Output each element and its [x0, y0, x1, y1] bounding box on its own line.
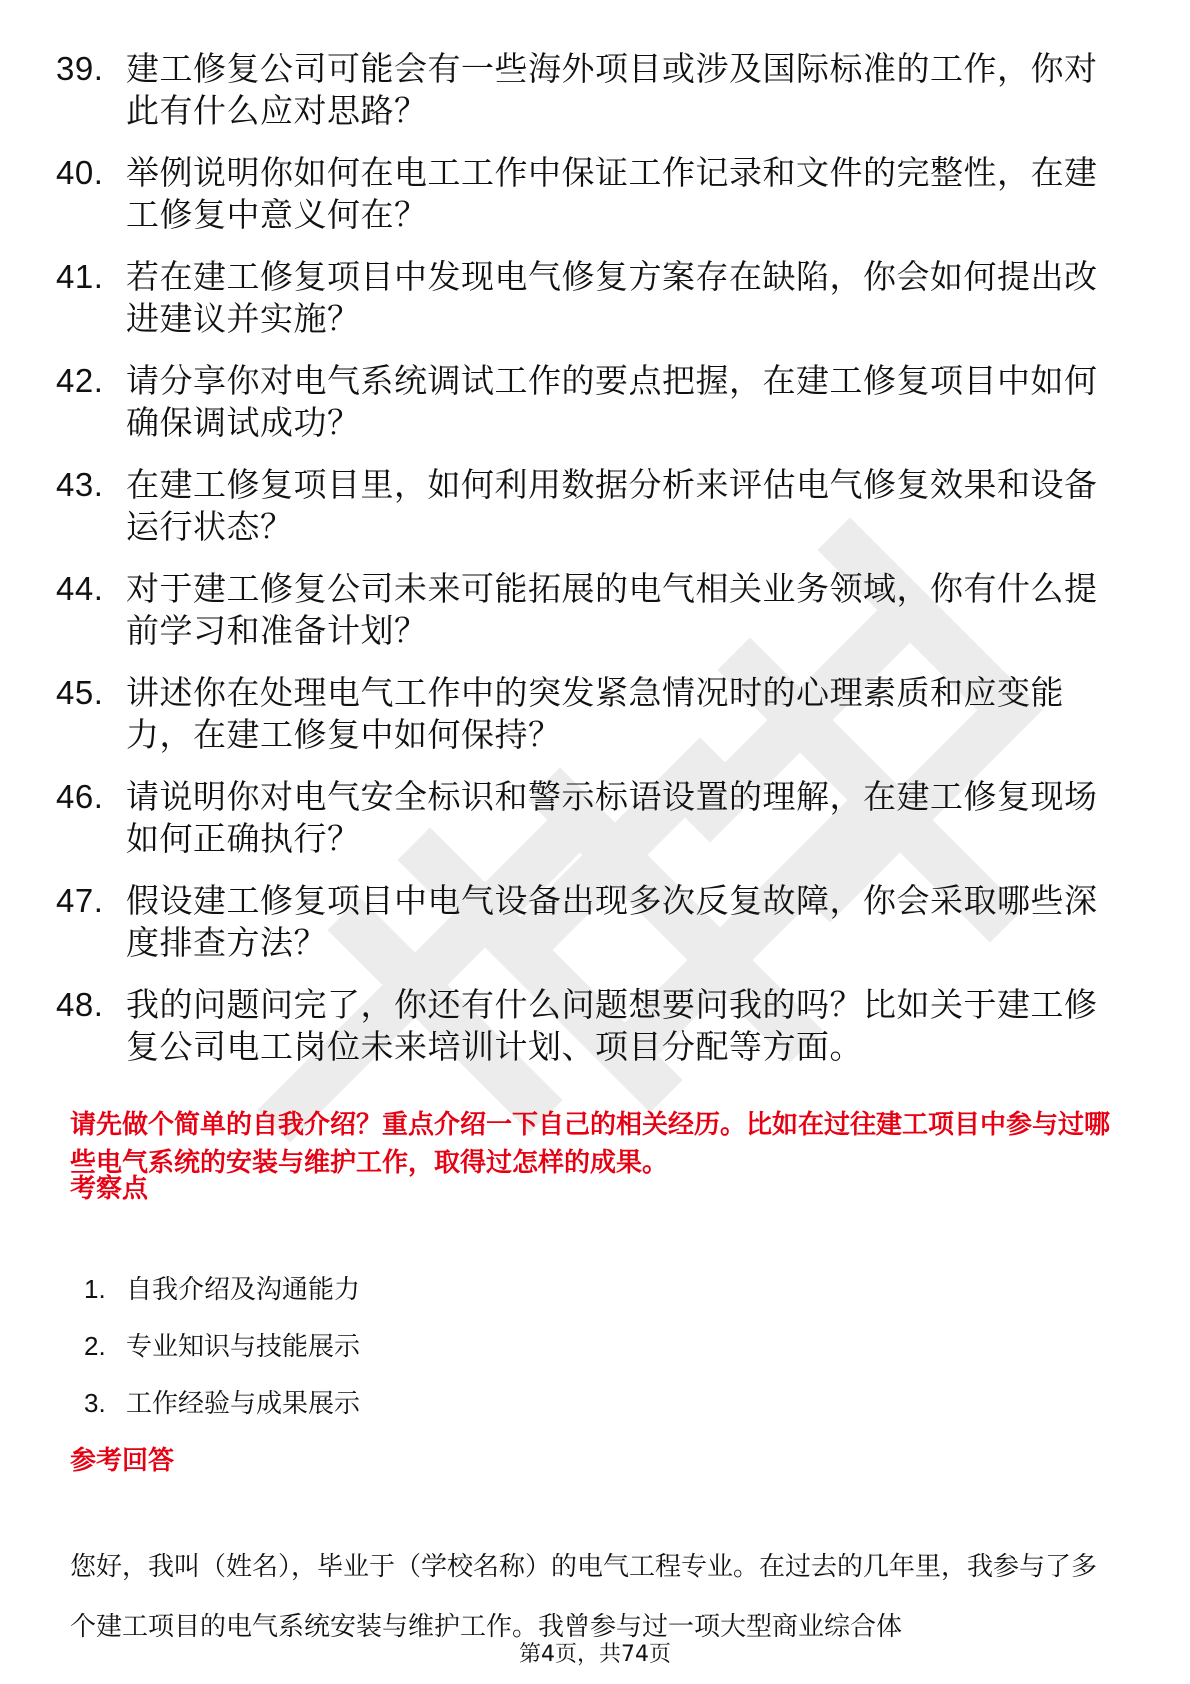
question-number: 43. [56, 466, 104, 503]
focus-heading: 考察点 [70, 1174, 149, 1204]
question-item [56, 256, 1116, 340]
focus-point-number: 3. [84, 1388, 106, 1418]
focus-point-list [84, 1271, 360, 1442]
focus-point-text: 自我介绍及沟通能力 [126, 1275, 361, 1305]
question-text: 建工修复公司可能会有一些海外项目或涉及国际标准的工作，你对此有什么应对思路？ [126, 49, 1098, 130]
question-list [56, 48, 1116, 1088]
focus-point-number: 1. [84, 1274, 106, 1304]
question-text: 讲述你在处理电气工作中的突发紧急情况时的心理素质和应变能力，在建工修复中如何保持？ [126, 673, 1064, 754]
focus-point-item [84, 1271, 360, 1307]
question-item [56, 880, 1116, 964]
question-number: 41. [56, 258, 104, 295]
question-text: 举例说明你如何在电工工作中保证工作记录和文件的完整性，在建工修复中意义何在？ [126, 153, 1098, 234]
question-number: 46. [56, 778, 104, 815]
question-text: 我的问题问完了，你还有什么问题想要问我的吗？比如关于建工修复公司电工岗位未来培训计划、项目分配等方面。 [126, 985, 1098, 1066]
question-number: 44. [56, 570, 104, 607]
question-item [56, 568, 1116, 652]
question-text: 请分享你对电气系统调试工作的要点把握，在建工修复项目中如何确保调试成功？ [126, 361, 1098, 442]
question-text: 对于建工修复公司未来可能拓展的电气相关业务领域，你有什么提前学习和准备计划？ [126, 569, 1098, 650]
answer-heading: 参考回答 [70, 1446, 175, 1476]
reference-answer-text: 您好，我叫（姓名），毕业于（学校名称）的电气工程专业。在过去的几年里，我参与了多个建工项目的电气系统安装与维护工作。我曾参与过一项大型商业综合体 [70, 1552, 1098, 1642]
question-item [56, 776, 1116, 860]
question-text: 在建工修复项目里，如何利用数据分析来评估电气修复效果和设备运行状态？ [126, 465, 1098, 546]
question-number: 47. [56, 882, 104, 919]
question-item [56, 152, 1116, 236]
question-number: 42. [56, 362, 104, 399]
question-text: 假设建工修复项目中电气设备出现多次反复故障，你会采取哪些深度排查方法？ [126, 881, 1098, 962]
question-number: 40. [56, 154, 104, 191]
question-text: 请说明你对电气安全标识和警示标语设置的理解，在建工修复现场如何正确执行？ [126, 777, 1098, 858]
question-item [56, 48, 1116, 132]
question-item [56, 464, 1116, 548]
focus-point-item [84, 1385, 360, 1421]
focus-point-item [84, 1328, 360, 1364]
question-text: 若在建工修复项目中发现电气修复方案存在缺陷，你会如何提出改进建议并实施？ [126, 257, 1098, 338]
focus-point-number: 2. [84, 1331, 106, 1361]
highlighted-question: 请先做个简单的自我介绍？重点介绍一下自己的相关经历。比如在过往建工项目中参与过哪些电气系统的安装与维护工作，取得过怎样的成果。 [70, 1110, 1111, 1178]
question-number: 48. [56, 986, 104, 1023]
question-item [56, 360, 1116, 444]
question-number: 39. [56, 50, 104, 87]
question-number: 45. [56, 674, 104, 711]
page-footer: 第4页，共74页 [519, 1642, 671, 1667]
question-item [56, 984, 1116, 1068]
focus-point-text: 工作经验与成果展示 [126, 1389, 361, 1419]
question-item [56, 672, 1116, 756]
focus-point-text: 专业知识与技能展示 [126, 1332, 361, 1362]
